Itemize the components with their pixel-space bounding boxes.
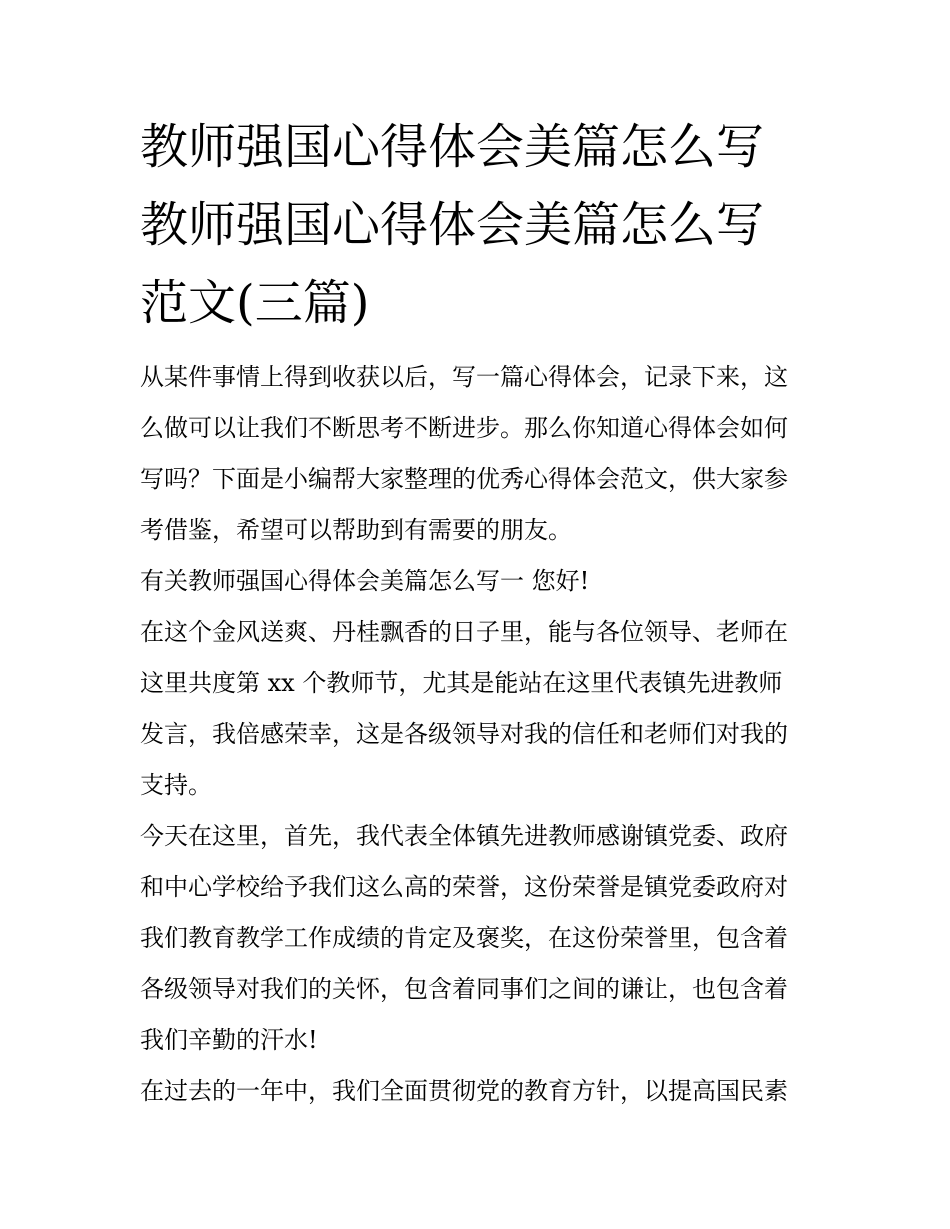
- intro-line-1: 从某件事情上得到收获以后，写一篇心得体会，记录下来，这: [140, 363, 788, 391]
- paragraph-1-line-3: 发言，我倍感荣幸，这是各级领导对我的信任和老师们对我的: [140, 720, 788, 748]
- paragraph-3-line-1: 在过去的一年中，我们全面贯彻党的教育方针，以提高国民素: [140, 1077, 788, 1105]
- paragraph-2-line-4: 各级领导对我们的关怀，包含着同事们之间的谦让，也包含着: [140, 975, 788, 1003]
- section-heading-line: 有关教师强国心得体会美篇怎么写一 您好!: [140, 567, 590, 595]
- paragraph-2-line-5: 我们辛勤的汗水!: [140, 1026, 318, 1054]
- paragraph-1-line-4: 支持。: [140, 771, 212, 799]
- title-line-1: 教师强国心得体会美篇怎么写: [140, 119, 765, 175]
- title-line-2: 教师强国心得体会美篇怎么写: [140, 197, 765, 253]
- intro-line-3: 写吗？下面是小编帮大家整理的优秀心得体会范文，供大家参: [140, 465, 788, 493]
- document-body: [140, 352, 820, 1117]
- paragraph-2-line-2: 和中心学校给予我们这么高的荣誉，这份荣誉是镇党委政府对: [140, 873, 788, 901]
- paragraph-1-line-2: 这里共度第 xx 个教师节，尤其是能站在这里代表镇先进教师: [140, 669, 783, 697]
- paragraph-2-line-3: 我们教育教学工作成绩的肯定及褒奖，在这份荣誉里，包含着: [140, 924, 788, 952]
- intro-line-2: 么做可以让我们不断思考不断进步。那么你知道心得体会如何: [140, 414, 788, 442]
- document-title: [140, 108, 820, 342]
- intro-line-4: 考借鉴，希望可以帮助到有需要的朋友。: [140, 516, 572, 544]
- paragraph-1-line-1: 在这个金风送爽、丹桂飘香的日子里，能与各位领导、老师在: [140, 618, 788, 646]
- title-line-3: 范文(三篇): [140, 275, 370, 331]
- paragraph-2-line-1: 今天在这里，首先，我代表全体镇先进教师感谢镇党委、政府: [140, 822, 788, 850]
